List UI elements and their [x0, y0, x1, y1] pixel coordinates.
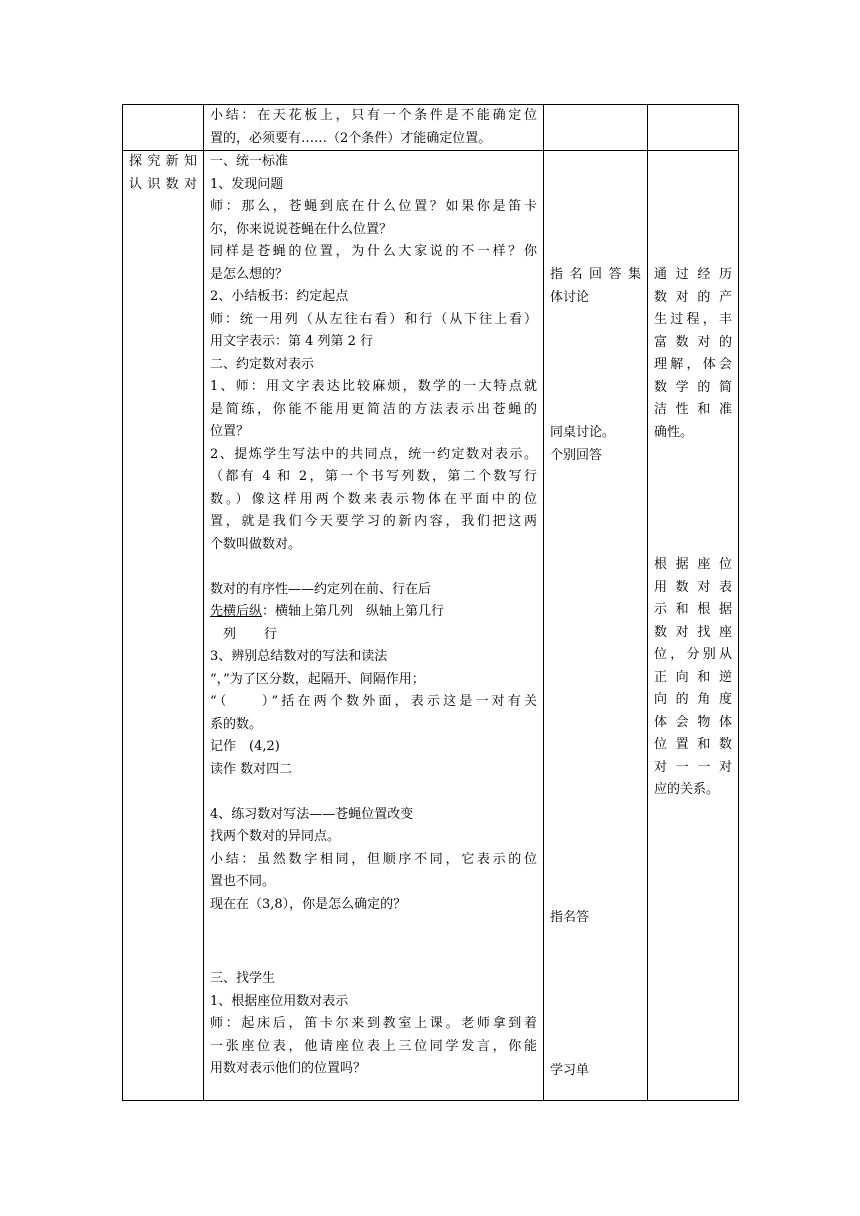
text-line: 一、统一标准 — [210, 154, 289, 169]
text-line: 数。）像这样用两个数来表示物体在平面中的位 — [210, 491, 537, 507]
stage-label: 探究新知 — [129, 154, 197, 169]
text-line: 置，就是我们今天要学习的新内容，我们把这两 — [210, 514, 537, 529]
text-line: 现在在（3,8），你是怎么确定的？ — [210, 896, 407, 912]
column-label: 列 — [223, 626, 237, 642]
text-line: “（ ）”括在两个数外面，表示这是一对有关 — [210, 694, 537, 709]
stage-cell — [123, 105, 204, 151]
stage-cell — [123, 151, 204, 1101]
text-fragment: ：横轴上第几列 纵轴上第几行 — [262, 604, 445, 619]
text-line: 理解，体会 — [654, 357, 732, 372]
text-line: 用数对表示他们的位置吗？ — [210, 1061, 367, 1076]
text-line: 正向和逆 — [654, 669, 732, 685]
text-line: 三、找学生 — [210, 971, 276, 986]
text-line: 尔，你来说说苍蝇在什么位置？ — [210, 221, 393, 237]
spacer — [210, 916, 537, 968]
text-line: 4、练习数对写法——苍蝇位置改变 — [210, 806, 414, 822]
text-line: 生过程，丰 — [654, 312, 732, 327]
text-line: 个数叫做数对。 — [210, 536, 302, 552]
text-line: 数对的有序性——约定列在前、行在后 — [210, 581, 432, 597]
text-line: 用文字表示：第 4 列第 2 行 — [210, 334, 374, 349]
text-line: 体会物体 — [654, 714, 732, 730]
text-line: 师：统一用列（从左往右看）和行（从下往上看） — [210, 311, 537, 327]
text-line: 师：那么，苍蝇到底在什么位置？如果你是笛卡 — [210, 199, 537, 214]
text-line: 数对的产 — [654, 289, 732, 305]
row-label: 行 — [264, 626, 278, 642]
design-intent-cell — [648, 105, 739, 151]
text-line: 体讨论 — [550, 289, 590, 305]
text-line: 小结：在天花板上，只有一个条件是不能确定位 — [210, 108, 537, 123]
text-line: 位，分别从 — [654, 647, 732, 662]
text-line: 洁性和准 — [654, 402, 732, 417]
design-intent-cell — [648, 151, 739, 1101]
text-line: 1、根据座位用数对表示 — [210, 993, 349, 1009]
text-line: （都有 4 和 2，第一个书写列数，第二个数写行 — [210, 469, 537, 484]
text-line: 3、辨别总结数对的写法和读法 — [210, 649, 388, 664]
text-line — [210, 624, 537, 647]
text-line: 2、提炼学生写法中的共同点，统一约定数对表示。 — [210, 446, 537, 462]
text-line: 位置？ — [210, 424, 250, 439]
text-line: 向的角度 — [654, 692, 732, 707]
text-line: 是简练，你能不能用更简洁的方法表示出苍蝇的 — [210, 401, 537, 417]
text-line: 确性。 — [654, 424, 694, 440]
text-line: 同样是苍蝇的位置，为什么大家说的不一样？你 — [210, 244, 537, 259]
student-activity-cell — [544, 151, 648, 1101]
text-line: 找两个数对的异同点。 — [210, 829, 341, 844]
stage-label: 认识数对 — [129, 176, 197, 192]
text-line: 通过经历 — [654, 267, 732, 282]
text-line: 2、小结板书：约定起点 — [210, 289, 349, 304]
text-line: 应的关系。 — [654, 782, 720, 797]
underlined-term: 先横后纵 — [210, 604, 263, 619]
text-line: 学习单 — [550, 1062, 590, 1078]
text-line: 根据座位 — [654, 557, 732, 572]
table-row — [123, 151, 739, 1101]
text-line: 数对找座 — [654, 624, 732, 640]
text-line: 同桌讨论。 — [550, 425, 616, 440]
text-line: 指名回答集 — [550, 267, 641, 282]
text-line: 二、约定数对表示 — [210, 356, 315, 372]
content-cell — [204, 151, 544, 1101]
text-line: 对一一对 — [654, 759, 732, 775]
spacer — [210, 556, 537, 579]
table-row — [123, 105, 739, 151]
lesson-plan-table — [122, 104, 739, 1101]
text-line: 富数对的 — [654, 334, 732, 350]
text-line: 1、发现问题 — [210, 176, 284, 192]
text-line — [210, 601, 537, 624]
text-line: 置也不同。 — [210, 874, 276, 889]
text-line: 个别回答 — [550, 447, 603, 463]
text-line: 一张座位表，他请座位表上三位同学发言，你能 — [210, 1038, 537, 1054]
text-line: 置的，必须要有……（2个条件）才能确定位置。 — [210, 130, 492, 146]
text-line: 示和根据 — [654, 602, 732, 617]
spacer — [210, 781, 537, 804]
text-line: 1、师：用文字表达比较麻烦，数学的一大特点就 — [210, 379, 537, 394]
text-line: 记作 (4,2) — [210, 739, 280, 754]
text-line: 指名答 — [550, 910, 590, 925]
text-line: 读作 数对四二 — [210, 761, 293, 777]
text-line: 数学的简 — [654, 379, 732, 395]
student-activity-cell — [544, 105, 648, 151]
text-line: 用数对表 — [654, 579, 732, 595]
text-line: 位置和数 — [654, 737, 732, 752]
content-cell — [204, 105, 544, 151]
text-line: 系的数。 — [210, 716, 263, 732]
text-line: 师：起床后，笛卡尔来到教室上课。老师拿到着 — [210, 1016, 537, 1031]
text-line: 小结：虽然数字相同，但顺序不同，它表示的位 — [210, 851, 537, 867]
text-line: 是怎么想的？ — [210, 266, 289, 282]
text-line: “，”为了区分数，起隔开、间隔作用； — [210, 671, 425, 687]
